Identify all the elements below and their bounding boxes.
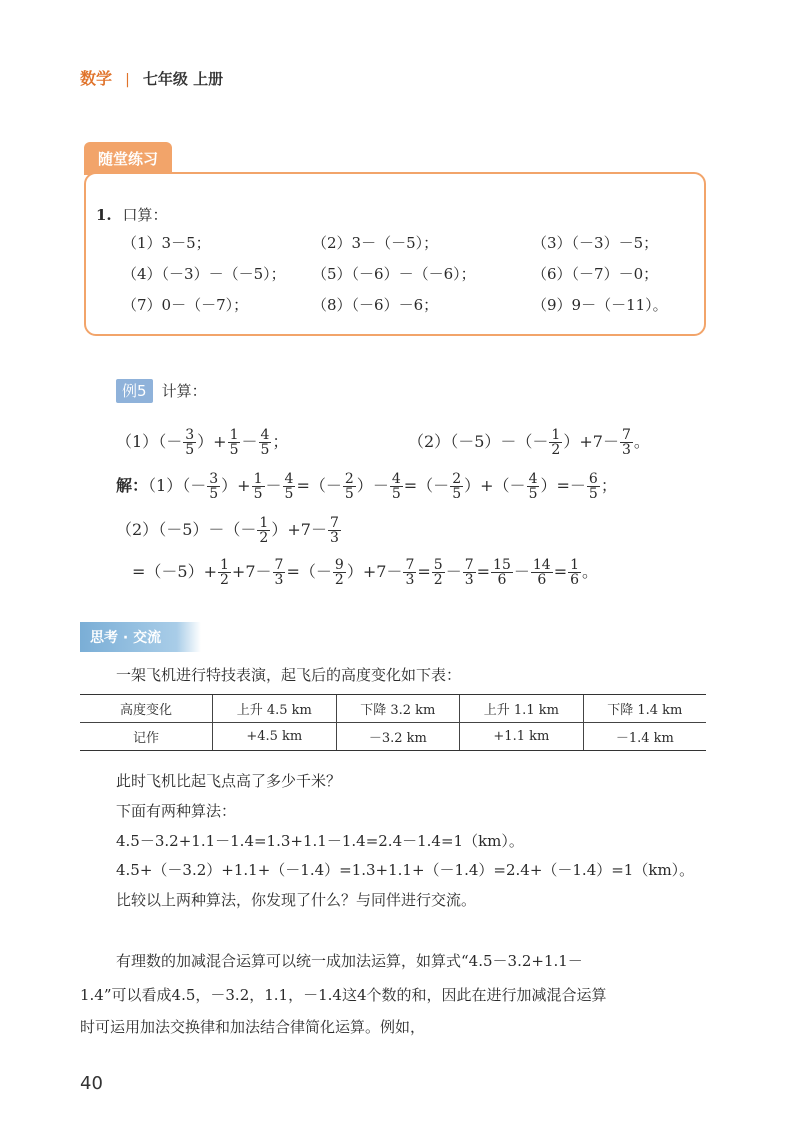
math-text: －	[166, 432, 183, 451]
header-separator: |	[125, 72, 130, 88]
practice-item: （9）9－（－11）。	[532, 296, 668, 314]
page-header	[80, 66, 223, 89]
fraction: $\frac{4}{5}$	[528, 471, 538, 502]
problem-label: （1）	[116, 432, 159, 451]
paragraph-line: 有理数的加减混合运算可以统一成加法运算，如算式“4.5－3.2+1.1－	[116, 952, 583, 970]
math-text: （－5）	[450, 432, 501, 451]
methods-intro: 下面有两种算法：	[116, 802, 237, 820]
table-cell: 上升 1.1 km	[460, 695, 584, 723]
math-text: －	[241, 432, 258, 451]
table-cell: 下降 3.2 km	[336, 695, 460, 723]
practice-item: （3）（－3）－5；	[532, 234, 659, 252]
table-cell: +4.5 km	[213, 723, 337, 751]
practice-item: （4）（－3）－（－5）；	[122, 265, 286, 283]
paragraph-line: 时可运用加法交换律和加法结合律简化运算。例如，	[80, 1018, 426, 1036]
math-text: －	[500, 432, 517, 451]
table-cell: －3.2 km	[336, 723, 460, 751]
fraction: $\frac{7}{3}$	[329, 515, 339, 546]
practice-item: （2）3－（－5）；	[312, 234, 439, 252]
practice-tab: 随堂练习	[84, 142, 172, 175]
practice-item: （1）3－5；	[122, 234, 211, 252]
table-header-cell: 记作	[132, 731, 159, 746]
fraction: $\frac{4}{5}$	[391, 471, 401, 502]
fraction: $\frac{6}{5}$	[588, 471, 598, 502]
fraction: $\frac{3}{5}$	[185, 427, 195, 458]
solution-2-line1: （2）（－5）－（－ $\frac{1}{2}$ ）+7－ $\frac{7}{3}$	[116, 515, 339, 546]
altitude-table	[80, 694, 706, 751]
fraction: $\frac{1}{2}$	[259, 515, 269, 546]
fraction: $\frac{1}{2}$	[220, 557, 229, 588]
fraction: $\frac{5}{2}$	[433, 557, 443, 588]
math-text: －	[602, 432, 619, 451]
method-1: 4.5－3.2+1.1－1.4=1.3+1.1－1.4=2.4－1.4=1（km）。	[116, 832, 524, 850]
problem-2	[408, 428, 650, 457]
math-text: 7	[592, 432, 603, 451]
solution-label: 解：	[116, 476, 149, 495]
fraction: $\frac{3}{5}$	[209, 471, 219, 502]
think-intro: 一架飞机进行特技表演，起飞后的高度变化如下表：	[116, 666, 462, 684]
page-number: 40	[80, 1073, 103, 1094]
think-question: 此时飞机比起飞点高了多少千米？	[116, 772, 342, 790]
solution-1: 解：（1）（－ $\frac{3}{5}$ ）+ $\frac{1}{5}$ － $\frac{4}{5}$ =（－ $\frac{2}{5}$ ）－ $\frac{4}{5}$ =（－ $\frac{2}{5}$ ）+（－ $\frac{4}{5}$ ）=－ $\frac{6}{5}$ ；	[116, 471, 617, 502]
fraction: $\frac{4}{5}$	[284, 471, 294, 502]
fraction: $\frac{14}{6}$	[532, 557, 551, 588]
problem-label: （1）	[148, 476, 183, 495]
fraction: $\frac{2}{5}$	[344, 471, 354, 502]
fraction: $\frac{15}{6}$	[493, 557, 511, 588]
practice-item: （8）（－6）－6；	[312, 296, 439, 314]
fraction: $\frac{4}{5}$	[260, 427, 270, 458]
practice-item: （6）（－7）－0；	[532, 265, 659, 283]
paragraph-line: 1.4”可以看成4.5，－3.2，1.1，－1.4这4个数的和，因此在进行加减混合运算	[80, 986, 607, 1004]
example-badge: 例5	[116, 379, 153, 403]
question-title: 口算：	[122, 206, 168, 224]
example-title: 计算：	[161, 382, 207, 400]
compare-text: 比较以上两种算法，你发现了什么？与同伴进行交流。	[116, 891, 477, 909]
table-cell: +1.1 km	[460, 723, 584, 751]
header-grade: 七年级 上册	[142, 70, 224, 88]
header-subject: 数学	[80, 69, 113, 88]
fraction: $\frac{7}{3}$	[274, 557, 284, 588]
table-cell: －1.4 km	[583, 723, 706, 751]
practice-item: （7）0－（－7）；	[122, 296, 249, 314]
math-text: +	[579, 432, 593, 451]
math-text: 。	[633, 432, 650, 451]
problem-1	[116, 428, 288, 457]
question-number: 1.	[96, 206, 112, 224]
fraction: $\frac{9}{2}$	[334, 557, 344, 588]
problem-label: （2）	[116, 520, 159, 539]
table-header-cell: 高度变化	[80, 695, 213, 723]
think-label: 思考 · 交流	[80, 622, 201, 652]
practice-question	[96, 204, 167, 225]
fraction: $\frac{1}{2}$	[551, 427, 561, 458]
fraction: $\frac{1}{5}$	[229, 427, 239, 458]
method-2: 4.5+（－3.2）+1.1+（－1.4）=1.3+1.1+（－1.4）=2.4+（－1.4）=1（km）。	[116, 861, 695, 879]
math-text: （	[158, 432, 167, 451]
fraction: $\frac{7}{3}$	[405, 557, 415, 588]
fraction: $\frac{7}{3}$	[621, 427, 631, 458]
math-text: ）	[197, 432, 214, 451]
solution-2-line2: =（－5）+ $\frac{1}{2}$ +7－ $\frac{7}{3}$ =（－ $\frac{9}{2}$ ）+7－ $\frac{7}{3}$ = $\frac{5}{2}$ － $\frac{7}{3}$ = $\frac{15}{6}$ － $\frac{14}{6}$ = $\frac{1}{6}$ 。	[132, 557, 599, 588]
example-heading	[116, 380, 207, 401]
math-text: －	[532, 432, 549, 451]
practice-item: （5）（－6）－（－6）；	[312, 265, 476, 283]
math-text: ；	[272, 432, 289, 451]
table-cell: 上升 4.5 km	[213, 695, 337, 723]
fraction: $\frac{7}{3}$	[464, 557, 474, 588]
fraction: $\frac{2}{5}$	[452, 471, 462, 502]
table-cell: 下降 1.4 km	[583, 695, 706, 723]
fraction: $\frac{1}{6}$	[570, 557, 580, 588]
math-text: ）	[563, 432, 580, 451]
fraction: $\frac{1}{5}$	[253, 471, 263, 502]
problem-label: （2）	[408, 432, 451, 451]
math-text: （	[516, 432, 533, 451]
math-text: +	[213, 432, 227, 451]
